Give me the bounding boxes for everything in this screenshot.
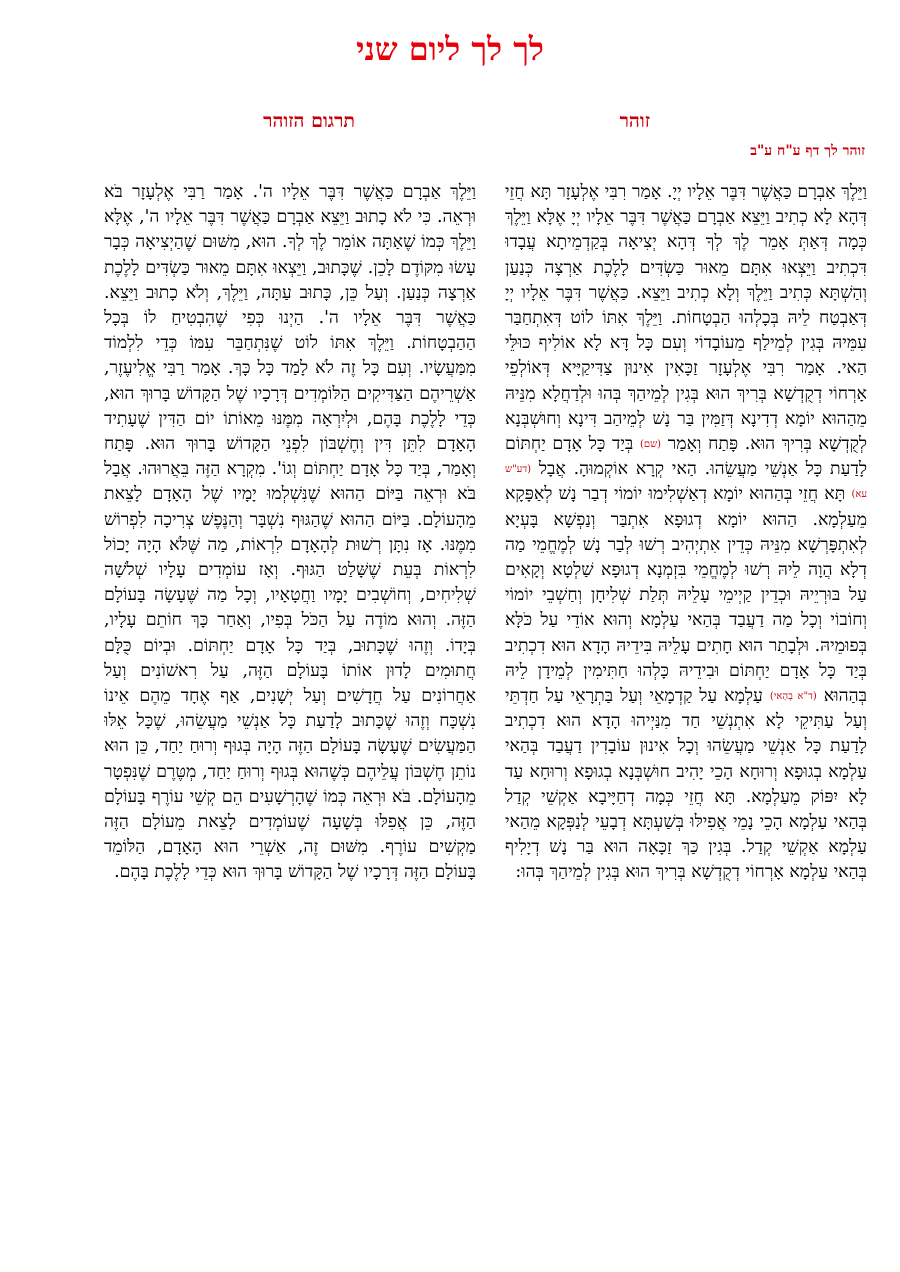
page-title: לך לך ליום שני	[356, 30, 544, 68]
zohar-source-note-1: (שם)	[639, 439, 662, 451]
zohar-text-part-1: וַיֵּלֶךְ אַבְרָם כַּאֲשֶׁר דִּבֶּר אֵלָיו יְיָ. אָמַר רִבִּי אֶלְעָזָר תָּא חֲזֵי דְּהָא לָא כְתִיב וַיֵּצֵא אַבְרָם כַּאֲשֶׁר דִּבֶּר אֵלָיו יְיָ אֶלָּא וַיֵּלֶךְ כְּמָה דְּאַתְּ אָמֵר לֶךְ לְךָ דְּהָא יְצִיאָה בְּקַדְמֵיתָא עֲבָדוּ דִּכְתִיב וַיֵּצְאוּ אִתָּם מֵאוּר כַּשְׂדִּים לָלֶכֶת אַרְצָה כְּנַעַן וְהַשְׁתָּא כְּתִיב וַיֵּלֶךְ וְלָא כְתִיב וַיֵּצֵא. כַּאֲשֶׁר דִּבֶּר אֵלָיו יְיָ דְּאַבְטַח לֵיהּ בְּכָלְהוּ הַבְטָחוֹת. וַיֵּלֶךְ אִתּוֹ לוֹט דְּאִתְחַבַּר עִמֵּיהּ בְּגִין לְמֵילַף מֵעוֹבָדוֹי וְעִם כָּל דָּא לָא אוֹלִיף כּוּלֵּי הַאי. אָמַר רִבִּי אֶלְעָזָר זַכָּאִין אִינוּן צַדִּיקַיָּיא דְּאוֹלְפֵי אָרְחוֹי דְקֻדְשָׁא בְּרִיךְ הוּא בְּגִין לְמֵיהַךְ בְּהוּ וּלְדַחֲלָא מִנֵּיהּ מֵהַהוּא יוֹמָא דְדִינָא דְּזַמִּין בַּר נָשׁ לְמֵיהַב דִּינָא וְחוּשְׁבְּנָא לְקֻדְשָׁא בְּרִיךְ הוּא. פָּתַח וְאָמַר	[505, 182, 867, 455]
targum-text-column	[104, 180, 476, 1240]
targum-heading: תרגום הזוהר	[263, 110, 355, 132]
targum-paragraph: וַיֵּלֶךְ אַבְרָם כַּאֲשֶׁר דִּבֶּר אֵלָיו ה'. אָמַר רַבִּי אֶלְעָזָר בֹּא וּרְאֵה. כִּי לֹא כָתוּב וַיֵּצֵא אַבְרָם כַּאֲשֶׁר דִּבֶּר אֵלָיו ה', אֶלָּא וַיֵּלֶךְ כְּמוֹ שֶׁאַתָּה אוֹמֵר לֶךְ לְךָ. הוּא, מִשּׁוּם שֶׁהַיְצִיאָה כְּבָר עָשׂוּ מִקּוֹדֶם לָכֵן. שֶׁכָּתוּב, וַיֵּצְאוּ אִתָּם מֵאוּר כַּשְׂדִּים לָלֶכֶת אַרְצָה כְּנַעַן. וְעַל כֵּן, כָּתוּב עַתָּה, וַיֵּלֶךְ, וְלֹא כָתוּב וַיֵּצֵא. כַּאֲשֶׁר דִּבֶּר אֵלָיו ה'. הַיְנוּ כְּפִי שֶׁהִבְטִיחַ לוֹ בְּכָל הַהַבְטָחוֹת. וַיֵּלֶךְ אִתּוֹ לוֹט שֶׁנִּתְחַבֵּר עִמּוֹ כְּדֵי לִלְמוֹד מִמַּעֲשָׂיו. וְעִם כָּל זֶה לֹא לָמַד כָּל כָּךְ. אָמַר רַבִּי אֱלִיעֶזֶר, אַשְׁרֵיהֶם הַצַּדִּיקִים הַלּוֹמְדִים דְּרָכָיו שֶׁל הַקָּדוֹשׁ בָּרוּךְ הוּא, כְּדֵי לָלֶכֶת בָּהֶם, וּלְיִרְאָה מִמֶּנּוּ מֵאוֹתוֹ יוֹם הַדִּין שֶׁעָתִיד הָאָדָם לִתֵּן דִּין וְחֶשְׁבּוֹן לִפְנֵי הַקָּדוֹשׁ בָּרוּךְ הוּא. פָּתַח וְאָמַר, בְּיַד כָּל אָדָם יַחְתּוֹם וְגוֹ'. מִקְרָא הַזֶּה בֵּאֲרוּהוּ. אֲבָל בֹּא וּרְאֵה בַּיּוֹם הַהוּא שֶׁנִּשְׁלְמוּ יָמָיו שֶׁל הָאָדָם לָצֵאת מֵהָעוֹלָם. בַּיּוֹם הַהוּא שֶׁהַגּוּף נִשְׁבָּר וְהַנֶּפֶשׁ צְרִיכָה לִפְרוֹשׁ מִמֶּנּוּ. אָז נִתָּן רְשׁוּת לְהָאָדָם לִרְאוֹת, מַה שֶּׁלֹּא הָיָה יָכוֹל לִרְאוֹת בְּעֵת שֶׁשָּׁלַט הַגּוּף. וְאָז עוֹמְדִים עָלָיו שְׁלֹשָׁה שְׁלִיחִים, וְחוֹשְׁבִים יָמָיו וַחֲטָאָיו, וְכָל מַה שֶּׁעָשָׂה בָּעוֹלָם הַזֶּה. וְהוּא מוֹדֶה עַל הַכֹּל בְּפִיו, וְאַחַר כָּךְ חוֹתֵם עָלָיו, בְּיָדוֹ. וְזֶהוּ שֶׁכָּתוּב, בְּיַד כָּל אָדָם יַחְתּוֹם. וּבְיוֹם כֻּלָּם חֲתוּמִים לָדוּן אוֹתוֹ בָּעוֹלָם הַזֶּה, עַל רִאשׁוֹנִים וְעַל אַחֲרוֹנִים עַל חֲדָשִׁים וְעַל יְשָׁנִים, אַף אֶחָד מֵהֶם אֵינוֹ נִשְׁכָּח וְזֶהוּ שֶׁכָּתוּב לָדַעַת כָּל אַנְשֵׁי מַעֲשֵׂהוּ, שֶׁכָּל אֵלּוּ הַמַּעֲשִׂים שֶׁעָשָׂה בָּעוֹלָם הַזֶּה הָיָה בְּגוּף וְרוּחַ יַחַד, כֵּן הוּא נוֹתֵן חֶשְׁבּוֹן עֲלֵיהֶם כְּשֶׁהוּא בְּגוּף וְרוּחַ יַחַד, מְטֶּרֶם שֶׁנִּפְטָר מֵהָעוֹלָם. בֹּא וּרְאֵה כְּמוֹ שֶׁהָרְשָׁעִים הֵם קְשֵׁי עוֹרֶף בָּעוֹלָם הַזֶּה, כֵּן אֲפִלּוּ בְּשָׁעָה שֶׁעוֹמְדִים לָצֵאת מֵעוֹלָם הַזֶּה מַקְשִׁים עוֹרֶף. מִשּׁוּם זֶה, אַשְׁרֵי הוּא הָאָדָם, הַלּוֹמֵד בָּעוֹלָם הַזֶּה דְּרָכָיו שֶׁל הַקָּדוֹשׁ בָּרוּךְ הוּא כְּדֵי לָלֶכֶת בָּהֶם.	[104, 182, 476, 883]
zohar-text-part-2: בְּיַד כָּל אָדָם יַחְתּוֹם לָדַעַת כָּל אַנְשֵׁי מַעֲשֵׂהוּ. הַאי קְרָא אוֹקְמוּהָ. אֲבָל	[505, 434, 867, 480]
zohar-text-part-3: תָּא חֲזֵי בְּהַהוּא יוֹמָא דְאַשְׁלִימוּ יוֹמוֹי דְבַר נָשׁ לְאַפָּקָא מֵעַלְמָא. הַהוּא יוֹמָא דְגוּפָא אִתְבַּר וְנַפְשָׁא בָּעְיָא לְאִתְפָּרְשָׁא מִנֵּיהּ כְּדֵין אִתְיְהִיב רְשׁוּ לְבַר נָשׁ לְמֶחֱמֵי מַה דְלָא הֲוָה לֵיהּ רְשׁוּ לְמֶחֱמֵי בִּזְמְנָא דְגוּפָא שַׁלְטָא וְקָאִים עַל בּוּרְיֵיהּ וּכְדֵין קַיְימֵי עָלֵיהּ תְּלַת שְׁלִיחָן וְחַשְׁבֵי יוֹמוֹי וְחוֹבוֹי וְכָל מַה דַעֲבַד בְּהַאי עַלְמָא וְהוּא אוֹדֵי עַל כֹּלָּא בְּפוּמֵיהּ. וּלְבָתַר הוּא חָתִים עָלֵיהּ בִּידֵיהּ הָדָא הוּא דִכְתִיב בְּיַד כָּל אָדָם יַחְתּוֹם וּבִידֵיהּ כָּלְהוּ חַתִּימִין לְמֵידָן לֵיהּ בְּהַהוּא	[505, 484, 867, 707]
zohar-paragraph	[505, 180, 867, 886]
zohar-heading: זוהר	[619, 110, 650, 132]
zohar-text-part-4: עַלְמָא עַל קַדְמָאֵי וְעַל בַּתְרָאֵי עַל חַדְתֵּי וְעַל עַתִּיקֵי לָא אִתְנְשֵׁי חַד מִנַּיְיהוּ הָדָא הוּא דִכְתִיב לָדַעַת כָּל אַנְשֵׁי מַעֲשֵׂהוּ וְכָל אִינוּן עוֹבָדִין דַעֲבַד בְּהַאי עַלְמָא בְגוּפָא וְרוּחָא הָכֵי יָהִיב חוּשְׁבְּנָא בְגוּפָא וְרוּחָא עַד לָא יִפּוֹק מֵעַלְמָא. תָּא חֲזֵי כְּמָה דְחַיָּיבָא אַקְשֵׁי קְדַל בְּהַאי עַלְמָא הָכֵי נָמֵי אֲפִילּוּ בְּשַׁעְתָּא דְבָעֵי לְנַפְּקָא מֵהַאי עַלְמָא אַקְשֵׁי קְדַל. בְּגִין כַּךְ זַכָּאָה הוּא בַּר נָשׁ דְיָלִיף בְּהַאי עַלְמָא אָרְחוֹי דְקֻדְשָׁא בְּרִיךְ הוּא בְּגִין לְמֵיהַךְ בְּהוּ:	[505, 686, 867, 883]
source-citation: זוהר לך דף ע"ח ע"ב	[750, 143, 865, 159]
zohar-variant-note: (ד"א בְהַאי)	[769, 691, 817, 703]
zohar-text-column	[505, 180, 867, 1240]
zohar-source-note-2: (דע"ש עא)	[505, 464, 867, 501]
